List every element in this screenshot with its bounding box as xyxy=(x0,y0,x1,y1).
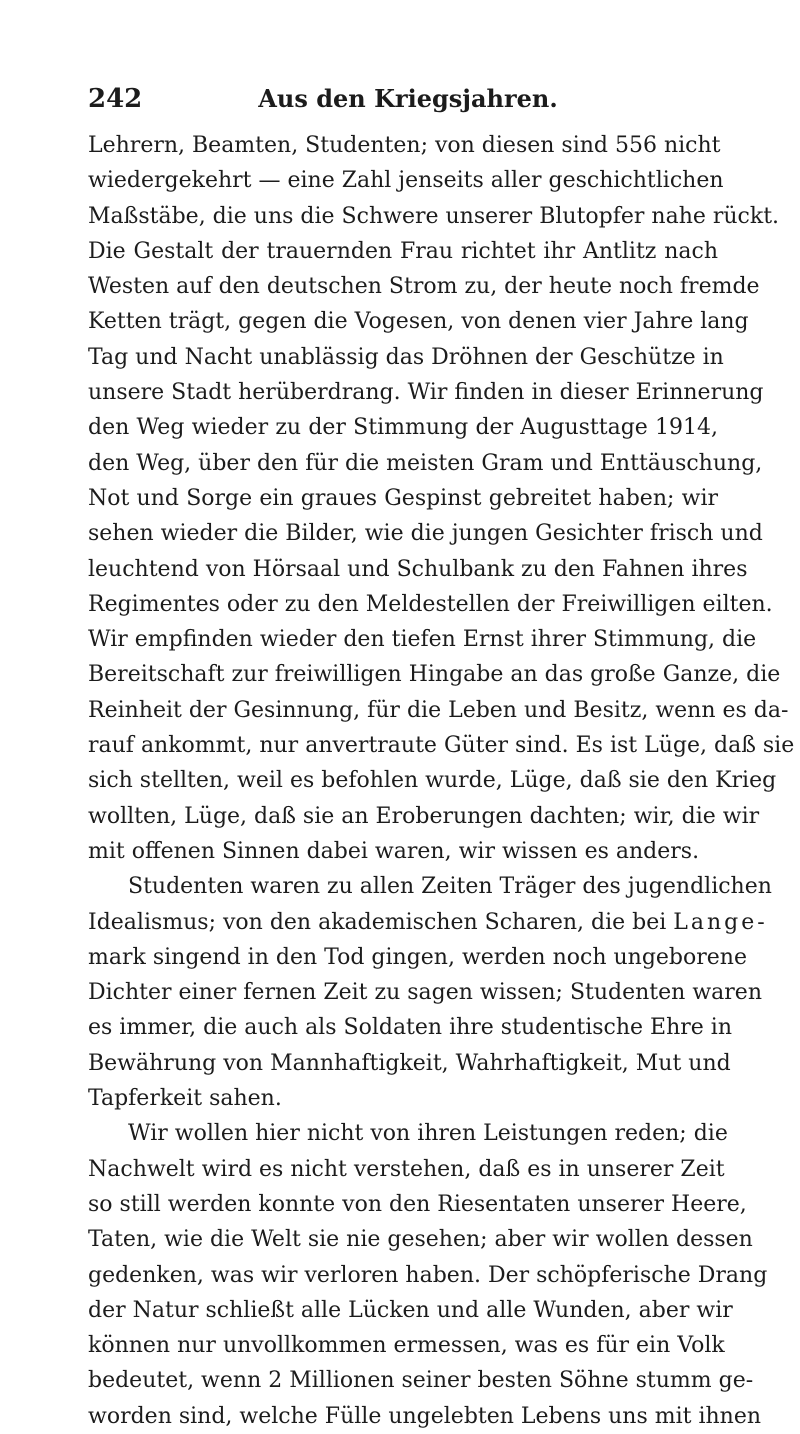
text-line: so still werden konnte von den Riesentaten unserer Heere, xyxy=(88,1191,747,1217)
text-line: Wir empfinden wieder den tiefen Ernst ihrer Stimmung, die xyxy=(88,627,757,653)
line-text: Idealismus; von den akademischen Scharen, die bei xyxy=(88,909,667,935)
text-line: Tag und Nacht unablässig das Dröhnen der Geschütze in xyxy=(88,344,724,370)
text-line: es immer, die auch als Soldaten ihre studentische Ehre in xyxy=(88,1015,733,1041)
text-line: mark singend in den Tod gingen, werden noch ungeborene xyxy=(88,944,747,970)
running-title: Aus den Kriegsjahren. xyxy=(258,84,558,113)
text-line: sich stellten, weil es befohlen wurde, Lüge, daß sie den Krieg xyxy=(88,768,777,794)
paragraph-last-line: Tapferkeit sahen. xyxy=(88,1086,282,1112)
text-line: Ketten trägt, gegen die Vogesen, von denen vier Jahre lang xyxy=(88,309,749,335)
paragraph-first-line: Wir wollen hier nicht von ihren Leistungen reden; die xyxy=(128,1121,728,1147)
text-line: können nur unvollkommen ermessen, was es für ein Volk xyxy=(88,1333,725,1359)
text-line: unsere Stadt herüberdrang. Wir finden in dieser Erinnerung xyxy=(88,380,764,406)
text-line: den Weg, über den für die meisten Gram und Enttäuschung, xyxy=(88,450,763,476)
paragraph-first-line: Studenten waren zu allen Zeiten Träger des jugendlichen xyxy=(128,874,772,900)
text-line: Die Gestalt der trauernden Frau richtet ihr Antlitz nach xyxy=(88,238,718,264)
text-line: gedenken, was wir verloren haben. Der schöpferische Drang xyxy=(88,1262,768,1288)
text-line: wollten, Lüge, daß sie an Eroberungen dachten; wir, die wir xyxy=(88,803,760,829)
paragraph-last-line: mit offenen Sinnen dabei waren, wir wissen es anders. xyxy=(88,838,700,864)
text-line: worden sind, welche Fülle ungelebten Lebens uns mit ihnen xyxy=(88,1403,762,1429)
text-line: Nachwelt wird es nicht verstehen, daß es in unserer Zeit xyxy=(88,1156,725,1182)
text-line: leuchtend von Hörsaal und Schulbank zu den Fahnen ihres xyxy=(88,556,748,582)
text-line: Taten, wie die Welt sie nie gesehen; aber wir wollen dessen xyxy=(88,1227,753,1253)
text-line: Reinheit der Gesinnung, für die Leben und Besitz, wenn es da- xyxy=(88,697,789,723)
text-line: Maßstäbe, die uns die Schwere unserer Blutopfer nahe rückt. xyxy=(88,203,780,229)
text-line: den Weg wieder zu der Stimmung der Augusttage 1914, xyxy=(88,415,718,441)
text-line: wiedergekehrt — eine Zahl jenseits aller geschichtlichen xyxy=(88,168,724,194)
text-line: Bereitschaft zur freiwilligen Hingabe an das große Ganze, die xyxy=(88,662,781,688)
text-line: bedeutet, wenn 2 Millionen seiner besten Söhne stumm ge- xyxy=(88,1368,754,1394)
text-line: Westen auf den deutschen Strom zu, der heute noch fremde xyxy=(88,274,760,300)
text-line: sehen wieder die Bilder, wie die jungen Gesichter frisch und xyxy=(88,521,763,547)
page-number: 242 xyxy=(88,84,143,114)
text-line: der Natur schließt alle Lücken und alle Wunden, aber wir xyxy=(88,1297,733,1323)
text-line: Bewährung von Mannhaftigkeit, Wahrhaftigkeit, Mut und xyxy=(88,1050,731,1076)
page-header xyxy=(88,82,728,122)
text-line-with-spaced-word xyxy=(88,905,768,940)
text-line: Not und Sorge ein graues Gespinst gebreitet haben; wir xyxy=(88,485,718,511)
text-line: rauf ankommt, nur anvertraute Güter sind. Es ist Lüge, daß sie xyxy=(88,733,795,759)
text-line: Regimentes oder zu den Meldestellen der Freiwilligen eilten. xyxy=(88,591,773,617)
text-line: Lehrern, Beamten, Studenten; von diesen sind 556 nicht xyxy=(88,133,721,158)
body-text xyxy=(88,128,795,1434)
text-line: Dichter einer fernen Zeit zu sagen wissen; Studenten waren xyxy=(88,980,762,1006)
spaced-place-name: Lange- xyxy=(673,909,768,935)
